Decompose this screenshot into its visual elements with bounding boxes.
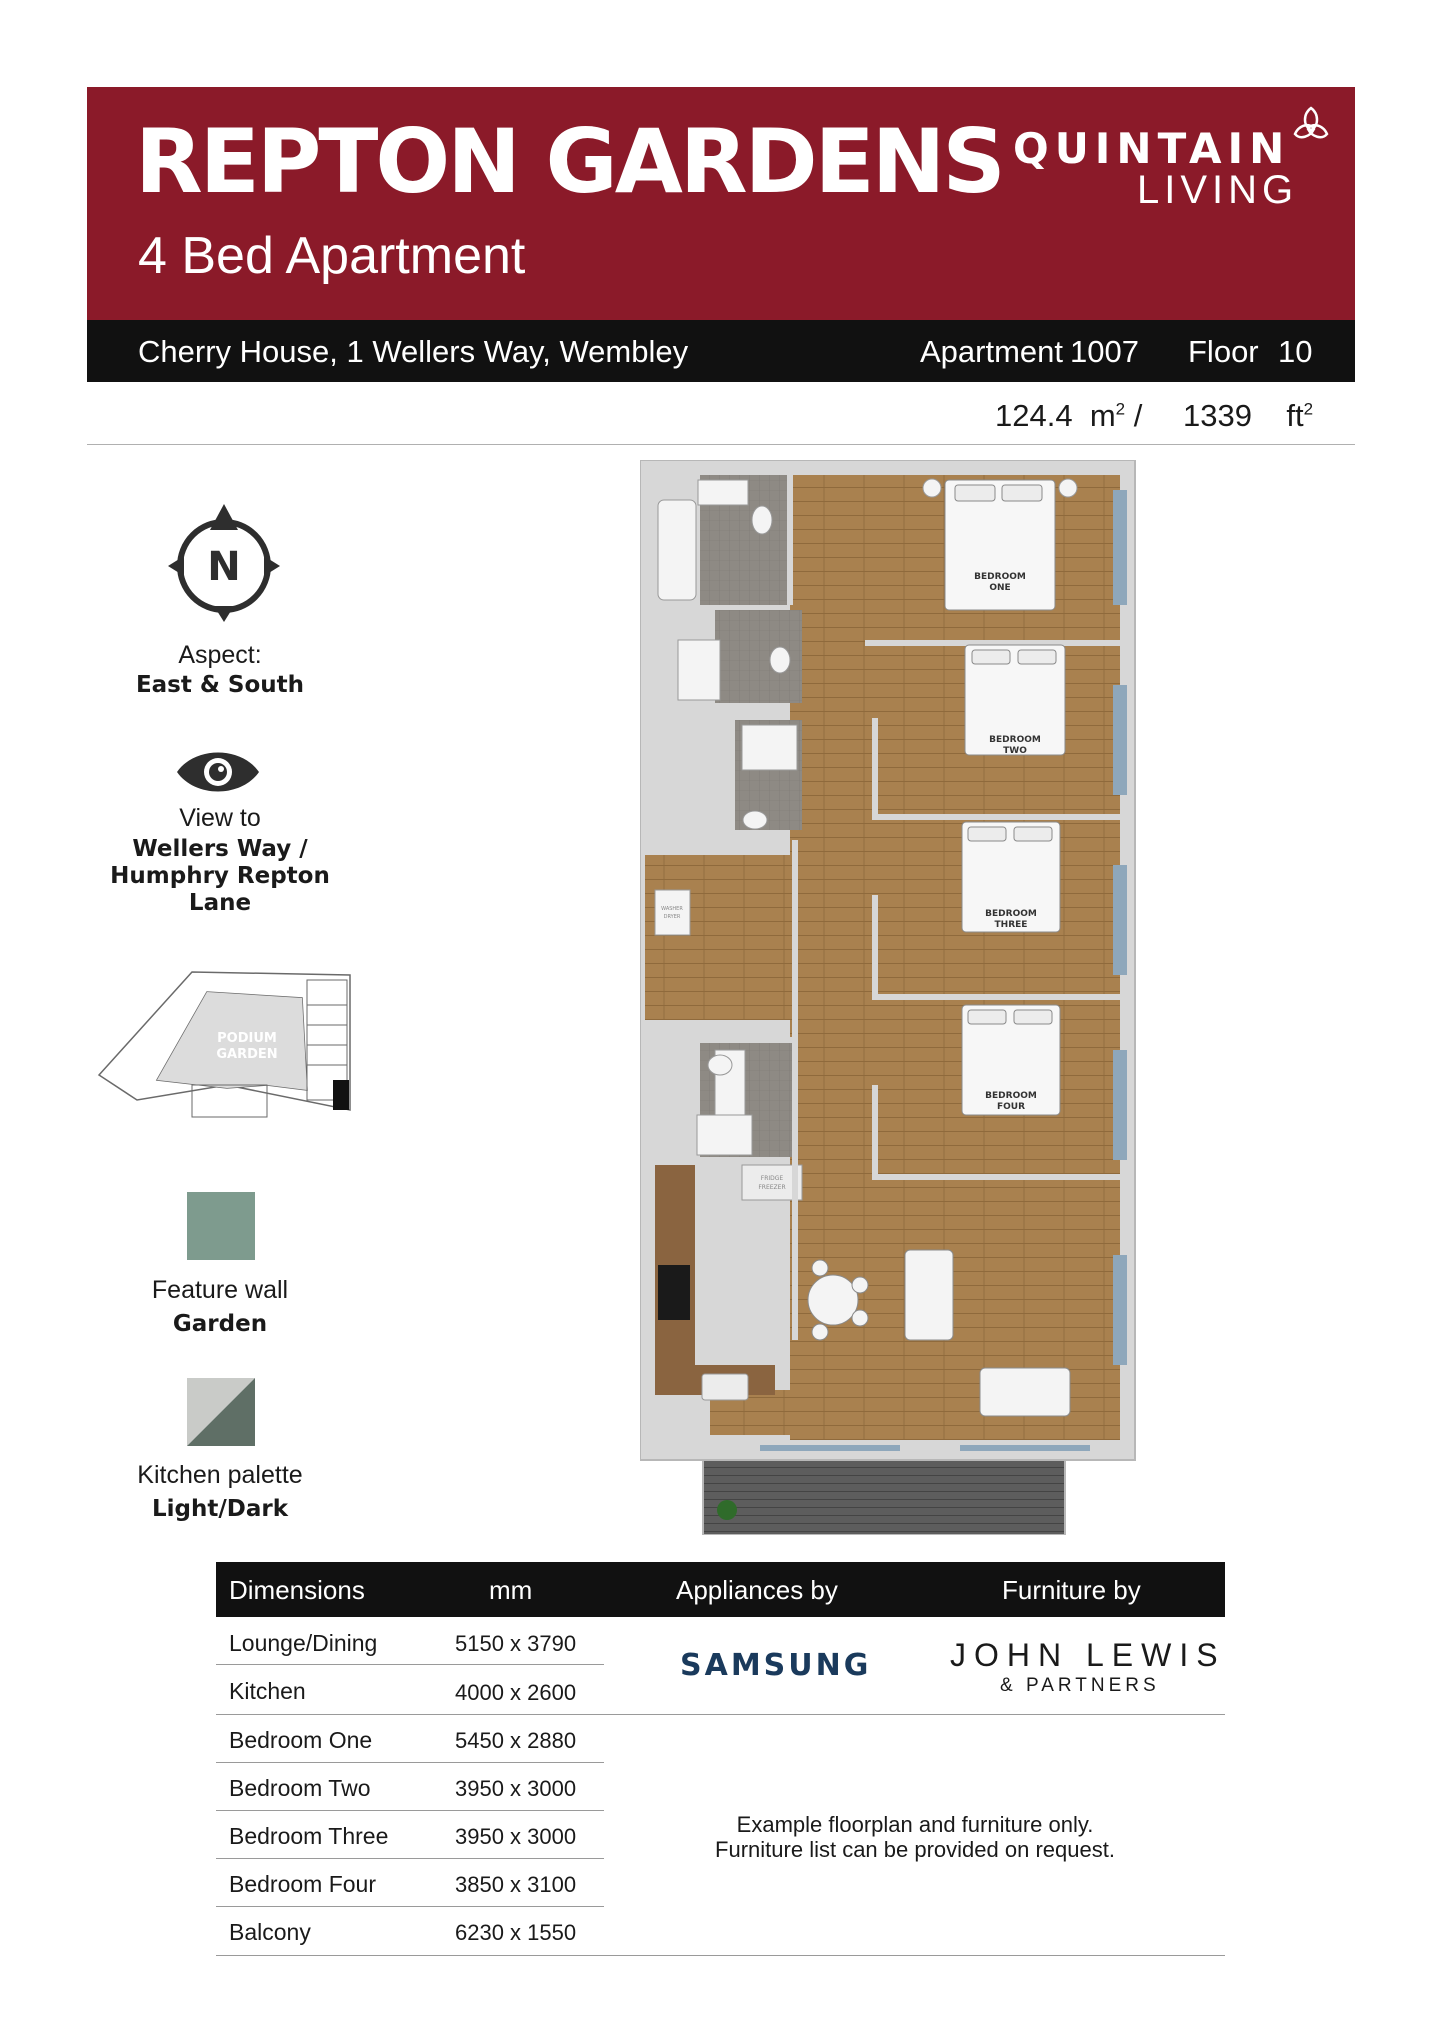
area-metric-value: 124.4 (995, 398, 1073, 433)
furniture-brand-sublogo: & PARTNERS (1000, 1675, 1160, 1696)
header-furniture: Furniture by (1002, 1575, 1141, 1605)
key-plan (97, 970, 351, 1120)
floor-number: 10 (1278, 334, 1313, 369)
keyplan-label-1: PODIUM (217, 1031, 277, 1046)
table-bottom-divider (216, 1955, 1225, 1956)
keyplan-label-2: GARDEN (216, 1047, 278, 1062)
appliances-brand-logo: SAMSUNG (680, 1648, 872, 1683)
compass-icon (168, 500, 280, 622)
table-row-mm: 5450 x 2880 (455, 1728, 577, 1753)
floorplan (640, 460, 1140, 1535)
feature-wall-label: Feature wall (151, 1276, 289, 1304)
row-divider (216, 1714, 604, 1715)
fridge-label-2: FREEZER (758, 1184, 786, 1191)
fridge-label-1: FRIDGE (760, 1175, 784, 1182)
brand-logo-icon (1290, 104, 1332, 146)
room-label-bedroom-one-1: BEDROOM (974, 572, 1026, 582)
view-label: View to (179, 804, 261, 832)
kitchen-palette-swatch (187, 1378, 255, 1446)
area-metric-unit: m (1089, 398, 1116, 433)
room-label-bedroom-one-2: ONE (989, 583, 1011, 593)
apartment-label: Apartment (920, 334, 1064, 369)
area-imperial-unit: ft (1286, 398, 1304, 433)
room-label-bedroom-three-2: THREE (994, 920, 1028, 930)
divider (87, 444, 1355, 445)
table-row-room: Bedroom Four (229, 1871, 377, 1897)
row-divider (216, 1906, 604, 1907)
room-label-bedroom-four-2: FOUR (996, 1102, 1026, 1112)
eye-icon (175, 750, 261, 794)
area-imperial (1183, 398, 1313, 434)
table-row-mm: 6230 x 1550 (455, 1920, 577, 1945)
row-divider (216, 1858, 604, 1859)
table-row-mm: 3850 x 3100 (455, 1872, 577, 1897)
washer-label-1: WASHER (661, 906, 683, 912)
table-row-room: Kitchen (229, 1678, 306, 1704)
table-row-room: Bedroom Three (229, 1823, 389, 1849)
row-divider (216, 1664, 604, 1665)
area-separator: / (1133, 398, 1143, 433)
room-label-bedroom-four-1: BEDROOM (985, 1091, 1037, 1101)
view-value-line3: Lane (188, 890, 252, 916)
row-divider (216, 1762, 604, 1763)
area-metric (995, 398, 1142, 434)
brand-name: QUINTAIN (1013, 124, 1291, 173)
room-label-bedroom-three-1: BEDROOM (985, 909, 1037, 919)
address-text: Cherry House, 1 Wellers Way, Wembley (138, 334, 689, 369)
area-imperial-value: 1339 (1183, 398, 1252, 433)
feature-wall-value: Garden (172, 1311, 268, 1337)
view-value-line2: Humphry Repton (110, 863, 330, 889)
area-imperial-sup: 2 (1303, 399, 1314, 419)
table-row-mm: 3950 x 3000 (455, 1824, 577, 1849)
view-value-line1: Wellers Way / (132, 836, 308, 862)
row-divider (604, 1714, 1225, 1715)
table-row-room: Bedroom Two (229, 1775, 371, 1801)
header-appliances: Appliances by (676, 1575, 838, 1605)
page-title: REPTON GARDENS (135, 110, 1003, 213)
header-dimensions: Dimensions (229, 1575, 365, 1605)
table-row-room: Bedroom One (229, 1727, 373, 1753)
feature-wall-swatch (187, 1192, 255, 1260)
note-line-1: Example floorplan and furniture only. (736, 1812, 1094, 1837)
table-row-mm: 5150 x 3790 (455, 1631, 577, 1656)
aspect-label: Aspect: (178, 641, 262, 669)
apartment-number: 1007 (1070, 334, 1139, 369)
room-label-bedroom-two-2: TWO (1003, 746, 1027, 756)
compass-letter: N (207, 544, 241, 590)
header-mm: mm (489, 1575, 533, 1605)
aspect-value: East & South (135, 672, 305, 698)
row-divider (216, 1810, 604, 1811)
table-row-room: Lounge/Dining (229, 1630, 378, 1656)
note-line-2: Furniture list can be provided on request. (715, 1837, 1115, 1863)
table-row-mm: 4000 x 2600 (455, 1680, 577, 1705)
table-row-mm: 3950 x 3000 (455, 1776, 577, 1801)
area-metric-sup: 2 (1115, 399, 1126, 419)
disclaimer-note (640, 1812, 1190, 1863)
washer-label-2: DRYER (663, 914, 681, 920)
kitchen-palette-value: Light/Dark (151, 1496, 289, 1522)
room-label-bedroom-two-1: BEDROOM (989, 735, 1041, 745)
floor-label: Floor (1188, 334, 1259, 369)
page-subtitle: 4 Bed Apartment (138, 227, 526, 285)
brand-subname: LIVING (1137, 168, 1299, 212)
kitchen-palette-label: Kitchen palette (137, 1461, 303, 1489)
furniture-brand-logo: JOHN LEWIS (950, 1637, 1226, 1673)
table-row-room: Balcony (229, 1919, 311, 1945)
